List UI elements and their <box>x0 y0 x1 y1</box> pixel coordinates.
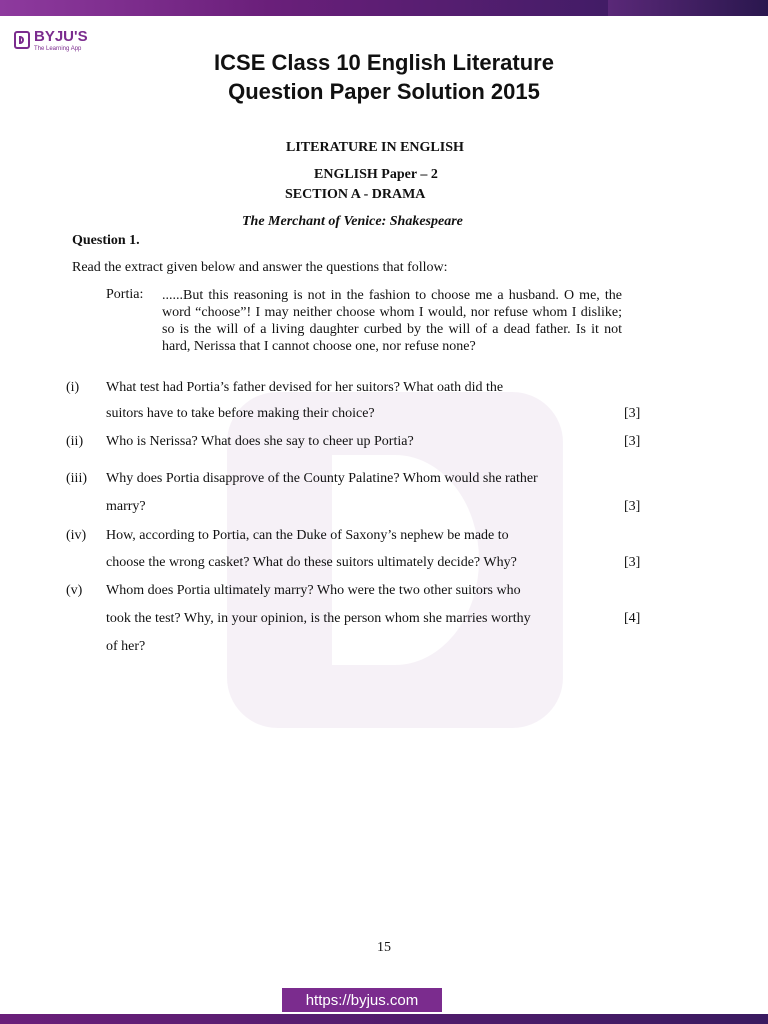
subquestion-text: choose the wrong casket? What do these suitors ultimately decide? Why? <box>106 555 517 570</box>
document-title-line1: ICSE Class 10 English Literature <box>214 50 554 75</box>
subquestion-text: marry? <box>106 499 146 514</box>
bottom-banner <box>0 1014 768 1024</box>
subquestion-marks: [3] <box>624 499 641 514</box>
question-instruction: Read the extract given below and answer the questions that follow: <box>72 260 448 275</box>
top-banner-accent <box>608 0 768 16</box>
top-banner <box>0 0 768 16</box>
subquestion-number: (iii) <box>66 471 87 486</box>
subquestion-text: How, according to Portia, can the Duke of Saxony’s nephew be made to <box>106 528 509 543</box>
subquestion-marks: [3] <box>624 555 641 570</box>
subquestion-text: Whom does Portia ultimately marry? Who were the two other suitors who <box>106 583 521 598</box>
paper-name: ENGLISH Paper – 2 <box>314 167 438 182</box>
subquestion-number: (ii) <box>66 434 84 449</box>
logo-tagline: The Learning App <box>34 46 82 52</box>
section-heading: SECTION A - DRAMA <box>285 187 426 202</box>
subquestion-number: (v) <box>66 583 83 598</box>
subquestion-marks: [4] <box>624 611 641 626</box>
speaker-label: Portia: <box>106 287 144 302</box>
subquestion-number: (i) <box>66 380 80 395</box>
subquestion-text: took the test? Why, in your opinion, is the person whom she marries worthy <box>106 611 531 626</box>
extract-passage: ......But this reasoning is not in the fashion to choose me a husband. O me, the word “choose”! I may neither choose whom I would, nor refuse whom I dislike; so is the will of a living daughter curbed by the will of a dead father. Is it not hard, Nerissa that I cannot choose one, nor refuse none? <box>162 288 622 354</box>
subquestion-marks: [3] <box>624 406 641 421</box>
subquestion-text: Who is Nerissa? What does she say to cheer up Portia? <box>106 434 414 449</box>
page-number: 15 <box>377 940 391 955</box>
play-title: The Merchant of Venice: Shakespeare <box>242 214 463 229</box>
byjus-logo <box>14 28 88 52</box>
question-heading: Question 1. <box>72 233 140 248</box>
subquestion-number: (iv) <box>66 528 87 543</box>
byjus-logo-icon <box>14 31 30 49</box>
subquestion-marks: [3] <box>624 434 641 449</box>
subquestion-text: Why does Portia disapprove of the County Palatine? Whom would she rather <box>106 471 538 486</box>
subquestion-text: of her? <box>106 639 146 654</box>
website-link[interactable]: https://byjus.com <box>282 988 442 1012</box>
subject-heading: LITERATURE IN ENGLISH <box>286 140 464 155</box>
logo-brand: BYJU'S <box>34 28 88 45</box>
document-title-line2: Question Paper Solution 2015 <box>228 79 540 104</box>
subquestion-text: suitors have to take before making their choice? <box>106 406 375 421</box>
subquestion-text: What test had Portia’s father devised for her suitors? What oath did the <box>106 380 504 395</box>
